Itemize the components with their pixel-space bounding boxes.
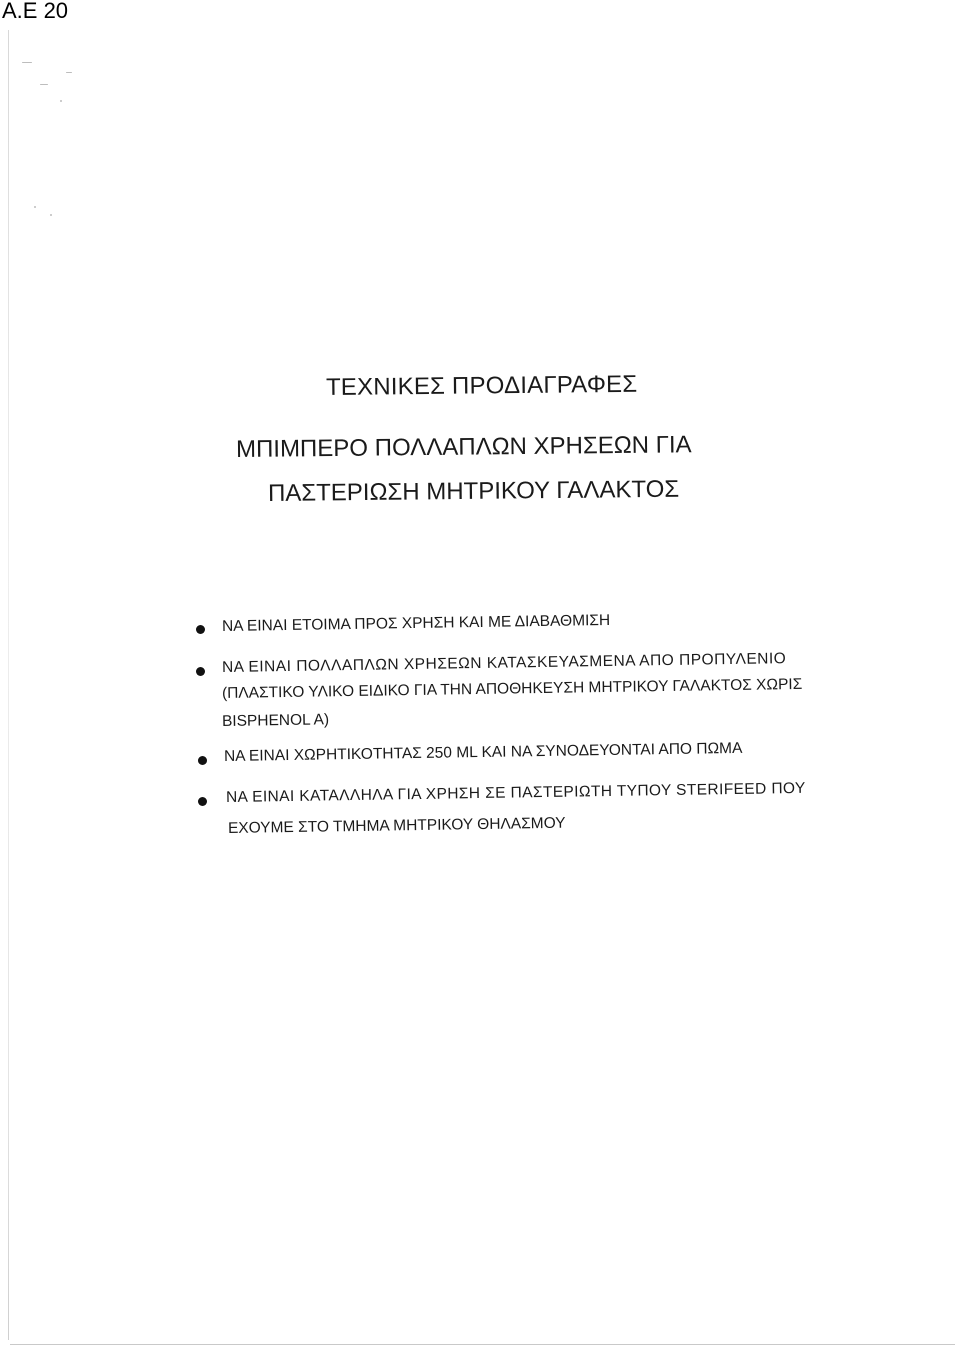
spec-item-4 [226,780,806,807]
spec-item-4-line-2: ΕΧΟΥΜΕ ΣΤΟ ΤΜΗΜΑ ΜΗΤΡΙΚΟΥ ΘΗΛΑΣΜΟΥ [227,814,566,837]
spec-item-4-line-1: ΝΑ ΕΙΝΑΙ ΚΑΤΑΛΛΗΛΑ ΓΙΑ ΧΡΗΣΗ ΣΕ ΠΑΣΤΕΡΙΩΤΗ ΤΥΠΟΥ STERIFEED ΠΟΥ [225,779,806,806]
document-title: ΤΕΧΝΙΚΕΣ ΠΡΟΔΙΑΓΡΑΦΕΣ [325,370,638,401]
scan-speck [50,214,52,216]
scan-speck [66,72,72,73]
scan-speck [40,84,48,85]
bullet-icon [196,625,205,634]
bullet-icon [198,756,207,765]
spec-item-2-end [222,711,329,731]
product-name-line-1: ΜΠΙΜΠΕΡΟ ΠΟΛΛΑΠΛΩΝ ΧΡΗΣΕΩΝ ΓΙΑ [235,431,692,463]
scan-speck [60,100,62,102]
spec-item-3 [224,740,743,766]
scan-left-edge [8,30,9,1340]
product-name-line-2: ΠΑΣΤΕΡΙΩΣΗ ΜΗΤΡΙΚΟΥ ΓΑΛΑΚΤΟΣ [267,475,680,507]
spec-item-2-line-1: ΝΑ ΕΙΝΑΙ ΠΟΛΛΑΠΛΩΝ ΧΡΗΣΕΩΝ ΚΑΤΑΣΚΕΥΑΣΜΕΝΑ ΑΠΟ ΠΡΟΠΥΛΕΝΙΟ [221,650,787,676]
spec-item-2-line-3: BISPHENOL A) [221,711,330,730]
spec-item-2 [222,650,787,677]
spec-item-2-continued [222,676,803,703]
document-reference: Α.Ε 20 [2,0,69,23]
scan-bottom-edge [10,1344,955,1345]
bullet-icon [196,667,205,676]
spec-item-1-line-1: ΝΑ ΕΙΝΑΙ ΕΤΟΙΜΑ ΠΡΟΣ ΧΡΗΣΗ ΚΑΙ ΜΕ ΔΙΑΒΑΘΜΙΣΗ [221,611,611,635]
bullet-icon [198,797,207,806]
spec-item-3-line-1: ΝΑ ΕΙΝΑΙ ΧΩΡΗΤΙΚΟΤΗΤΑΣ 250 ML ΚΑΙ ΝΑ ΣΥΝΟΔΕΥΟΝΤΑΙ ΑΠΟ ΠΩΜΑ [223,739,743,765]
spec-item-2-line-2: (ΠΛΑΣΤΙΚΟ ΥΛΙΚΟ ΕΙΔΙΚΟ ΓΙΑ ΤΗΝ ΑΠΟΘΗΚΕΥΣΗ ΜΗΤΡΙΚΟΥ ΓΑΛΑΚΤΟΣ ΧΩΡΙΣ [221,675,803,702]
scan-speck [34,206,36,208]
scan-speck [22,62,32,63]
spec-item-1 [222,612,610,636]
spec-item-4-continued [228,815,566,838]
